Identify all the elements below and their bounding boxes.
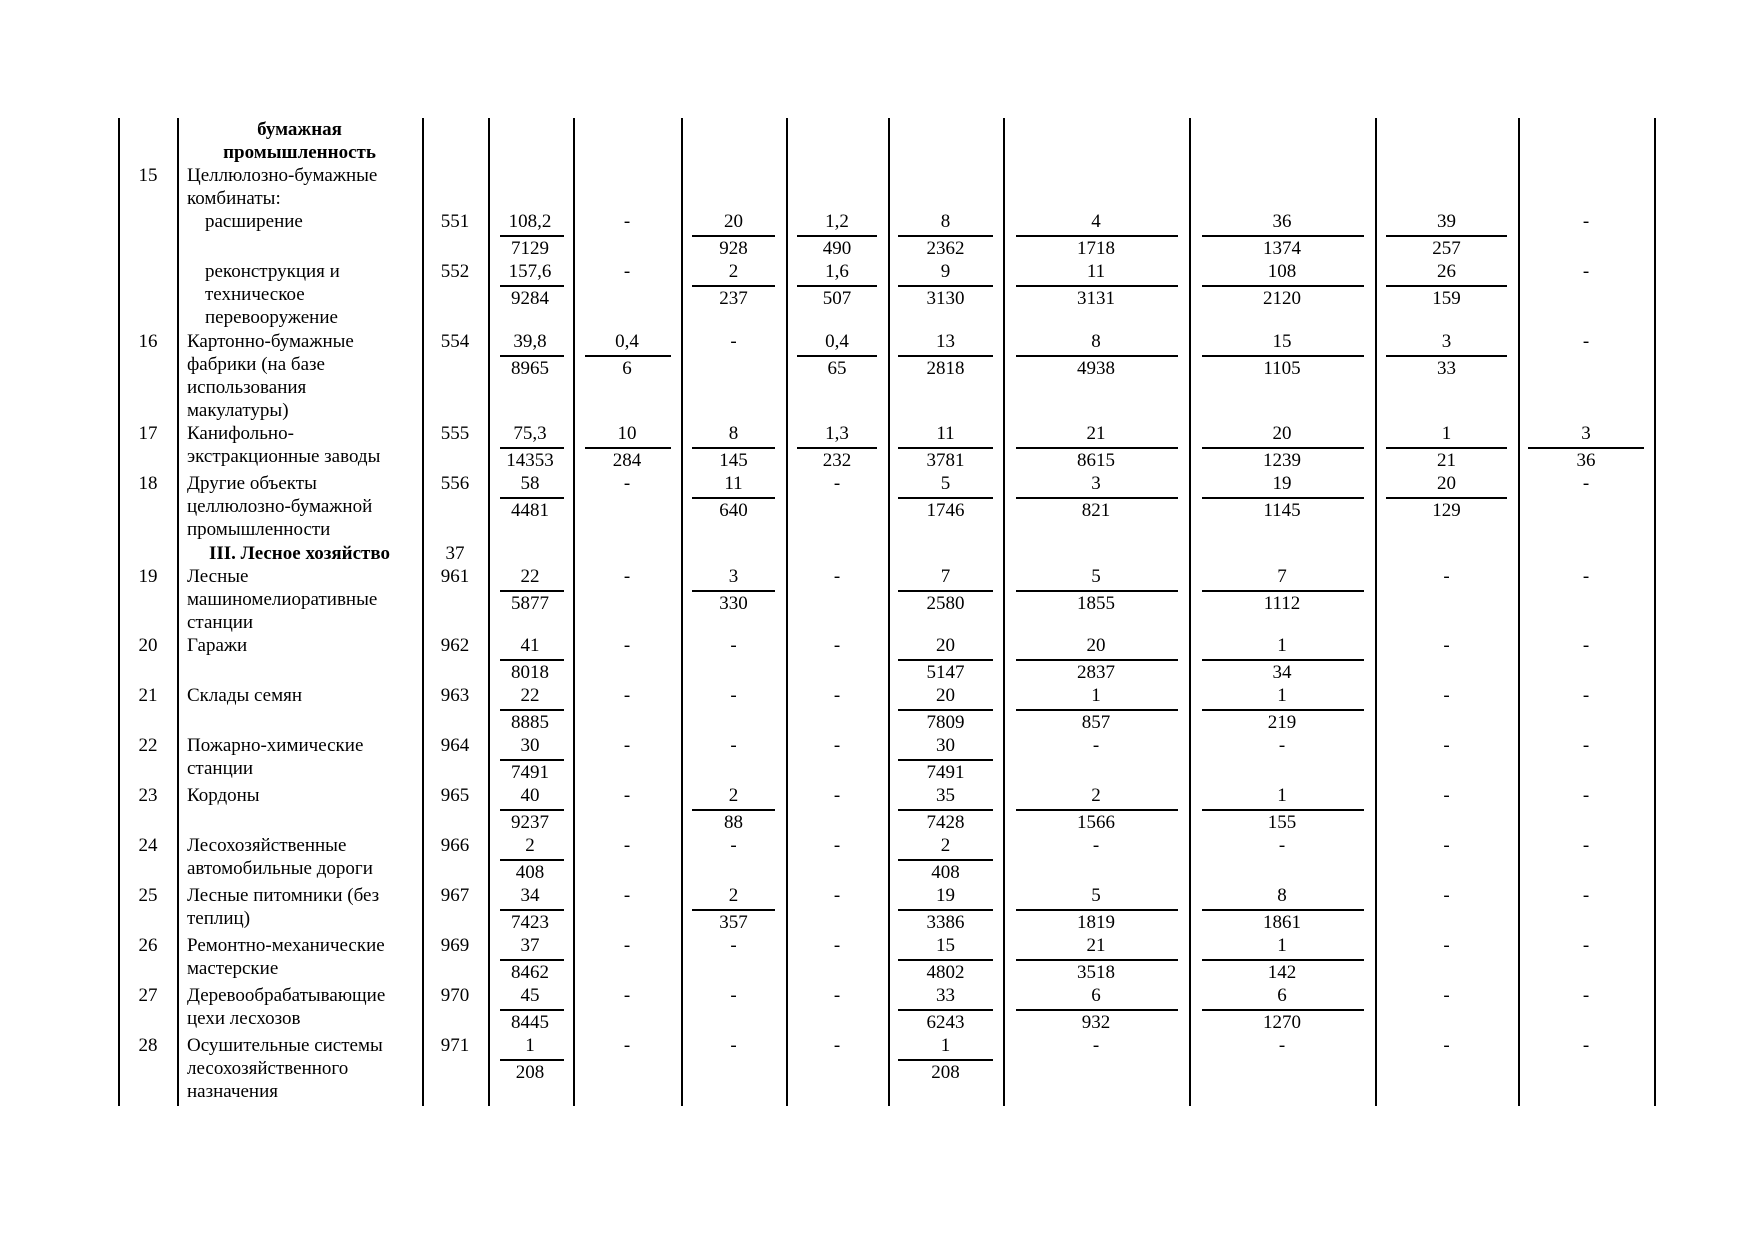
row-number: 28 [138,1035,158,1056]
cell-value-top: - [833,566,841,587]
cell-value-bottom: 145 [719,450,748,471]
cell-value-top: 5 [940,473,951,494]
cell-value-bottom: 490 [822,238,852,259]
cell-value-bottom: 2362 [926,238,965,259]
cell-value-top: - [833,685,841,706]
cell-value-bottom: 34 [1272,662,1292,683]
cell-value-top: 11 [724,473,743,494]
cell-value-bottom: 8615 [1077,450,1115,471]
row-number: 24 [138,835,158,856]
row-number: 26 [138,935,158,956]
cell-value-top: 34 [520,885,540,906]
cell-value-bottom: 507 [822,288,852,309]
cell-value-bottom: 9284 [511,288,549,309]
cell-value-top: - [1582,885,1590,906]
cell-value-top: - [1092,1035,1100,1056]
cell-value-top: 20 [1272,423,1292,444]
cell-value-top: 5 [1091,566,1101,587]
cell-value-top: 3 [1581,423,1591,444]
cell-value-bottom: 237 [719,288,748,309]
cell-value-top: - [623,635,631,656]
cell-value-bottom: 2120 [1263,288,1301,309]
cell-value-top: - [730,331,737,352]
row-code: 967 [440,885,470,906]
cell-value-bottom: 2580 [926,593,965,614]
cell-value-bottom: 14353 [506,450,554,471]
cell-value-bottom: 821 [1081,500,1111,521]
cell-value-top: - [1582,935,1590,956]
row-name-line: макулатуры) [187,400,289,421]
row-code: 961 [440,566,470,587]
row-number: 17 [138,423,158,444]
row-number: 16 [138,331,158,352]
row-name-line: Осушительные системы [187,1035,383,1056]
forest-section-heading: III. Лесное хозяйство [209,543,390,564]
section-heading-line: промышленность [223,142,376,163]
row-name-line: фабрики (на базе [187,354,325,375]
row-name-line: экстракционные заводы [187,446,381,467]
cell-value-top: 21 [1086,423,1106,444]
cell-value-top: 0,4 [615,331,639,352]
cell-value-top: - [623,835,631,856]
cell-value-bottom: 8885 [511,712,549,733]
row-name-line: реконструкция и [205,261,340,282]
cell-value-top: - [1582,1035,1590,1056]
cell-value-top: 13 [936,331,955,352]
cell-value-bottom: 129 [1432,500,1461,521]
cell-value-top: 15 [1272,331,1292,352]
cell-value-top: - [833,735,841,756]
cell-value-top: 8 [1091,331,1101,352]
cell-value-top: 19 [1272,473,1292,494]
cell-value-bottom: 21 [1437,450,1456,471]
forest-section-code: 37 [445,543,465,564]
cell-value-top: - [623,473,631,494]
cell-value-top: 20 [724,211,743,232]
cell-value-top: - [623,935,631,956]
cell-value-top: - [1582,473,1590,494]
cell-value-top: 6 [1091,985,1101,1006]
cell-value-top: - [1443,785,1450,806]
cell-value-bottom: 36 [1576,450,1596,471]
cell-value-top: 3 [728,566,739,587]
row-name-line: Деревообрабатывающие [187,985,386,1006]
cell-value-top: 5 [1091,885,1101,906]
cell-value-top: - [1443,1035,1450,1056]
cell-value-bottom: 9237 [511,812,549,833]
cell-value-top: - [730,835,737,856]
cell-value-top: 39,8 [513,331,547,352]
cell-value-bottom: 88 [724,812,743,833]
cell-value-top: 22 [520,685,540,706]
row-name-line: машиномелиоративные [187,589,378,610]
cell-value-top: - [1582,785,1590,806]
cell-value-top: 2 [525,835,535,856]
cell-value-top: 3 [1441,331,1452,352]
cell-value-top: - [730,635,737,656]
cell-value-top: - [1582,985,1590,1006]
row-code: 963 [440,685,470,706]
cell-value-top: 1,3 [825,423,849,444]
row-number: 23 [138,785,158,806]
row-name-line: Кордоны [187,785,260,806]
cell-value-top: - [1443,985,1450,1006]
cell-value-top: 33 [936,985,955,1006]
row-name-line: расширение [205,211,303,232]
row-number: 25 [138,885,158,906]
cell-value-top: 20 [936,685,955,706]
cell-value-bottom: 284 [612,450,642,471]
row-code: 556 [440,473,470,494]
cell-value-bottom: 928 [719,238,748,259]
cell-value-bottom: 7491 [511,762,549,783]
cell-value-bottom: 932 [1081,1012,1111,1033]
cell-value-top: - [833,935,841,956]
row-name-line: использования [187,377,307,398]
cell-value-top: 6 [1277,985,1287,1006]
cell-value-bottom: 7491 [926,762,965,783]
cell-value-top: 7 [1277,566,1287,587]
cell-value-top: - [833,635,841,656]
cell-value-top: - [833,473,841,494]
cell-value-top: 1 [1277,635,1287,656]
cell-value-top: - [833,835,841,856]
cell-value-bottom: 208 [515,1062,545,1083]
cell-value-bottom: 1239 [1263,450,1301,471]
cell-value-top: 108 [1267,261,1297,282]
cell-value-top: 1 [1441,423,1452,444]
cell-value-top: 1 [525,1035,535,1056]
cell-value-top: - [1278,1035,1286,1056]
cell-value-top: 157,6 [508,261,552,282]
cell-value-top: 19 [936,885,955,906]
cell-value-bottom: 3386 [926,912,965,933]
cell-value-top: 75,3 [513,423,547,444]
row-number: 15 [138,165,158,186]
row-code: 554 [440,331,470,352]
cell-value-bottom: 232 [822,450,852,471]
cell-value-top: - [833,785,841,806]
cell-value-bottom: 408 [931,862,960,883]
cell-value-bottom: 640 [719,500,748,521]
section-heading-line: бумажная [257,119,342,140]
row-code: 551 [440,211,470,232]
table-rule [118,118,120,1106]
cell-value-bottom: 2818 [926,358,965,379]
row-name-line: мастерские [187,958,279,979]
cell-value-top: 37 [520,935,540,956]
cell-value-top: - [730,935,737,956]
cell-value-top: 1,2 [825,211,849,232]
row-name-line: станции [187,612,254,633]
cell-value-top: 20 [1437,473,1456,494]
cell-value-bottom: 33 [1437,358,1456,379]
cell-value-bottom: 4938 [1077,358,1115,379]
cell-value-top: - [833,1035,841,1056]
cell-value-top: - [1443,885,1450,906]
cell-value-bottom: 3781 [926,450,965,471]
cell-value-top: - [623,211,631,232]
cell-value-top: 2 [940,835,951,856]
cell-value-bottom: 3518 [1077,962,1115,983]
cell-value-top: 2 [728,261,739,282]
cell-value-top: - [1582,331,1590,352]
table-rule [177,118,179,1106]
cell-value-top: - [1443,835,1450,856]
cell-value-bottom: 857 [1081,712,1111,733]
cell-value-bottom: 1746 [926,500,965,521]
cell-value-top: 1,6 [825,261,849,282]
row-number: 22 [138,735,158,756]
cell-value-top: 22 [520,566,540,587]
row-name-line: теплиц) [187,908,251,929]
cell-value-top: - [1582,835,1590,856]
cell-value-top: - [730,1035,737,1056]
cell-value-bottom: 3131 [1077,288,1115,309]
cell-value-bottom: 1819 [1077,912,1115,933]
cell-value-bottom: 3130 [926,288,965,309]
cell-value-bottom: 4481 [511,500,549,521]
cell-value-bottom: 1566 [1077,812,1115,833]
cell-value-top: 45 [520,985,540,1006]
cell-value-top: 21 [1086,935,1106,956]
cell-value-top: 108,2 [508,211,552,232]
cell-value-bottom: 257 [1432,238,1461,259]
cell-value-top: 35 [936,785,955,806]
cell-value-top: 40 [520,785,540,806]
cell-value-top: - [1092,835,1100,856]
cell-value-bottom: 357 [719,912,748,933]
cell-value-top: 3 [1091,473,1101,494]
cell-value-top: 15 [936,935,955,956]
cell-value-top: - [623,885,631,906]
cell-value-bottom: 7423 [511,912,549,933]
cell-value-top: 1 [1277,785,1287,806]
cell-value-top: - [623,785,631,806]
cell-value-top: - [1582,685,1590,706]
cell-value-bottom: 1718 [1077,238,1115,259]
cell-value-bottom: 7428 [926,812,965,833]
cell-value-top: - [1443,635,1450,656]
row-code: 971 [440,1035,470,1056]
cell-value-bottom: 7809 [926,712,965,733]
row-code: 965 [440,785,470,806]
cell-value-bottom: 1112 [1263,593,1301,614]
cell-value-bottom: 408 [515,862,545,883]
cell-value-top: 8 [940,211,951,232]
cell-value-top: 11 [936,423,955,444]
cell-value-top: - [1092,735,1100,756]
cell-value-top: 9 [940,261,951,282]
cell-value-top: - [1278,835,1286,856]
cell-value-top: 41 [520,635,540,656]
cell-value-bottom: 219 [1267,712,1297,733]
cell-value-top: - [623,261,631,282]
row-name-line: автомобильные дороги [187,858,373,879]
cell-value-bottom: 330 [719,593,748,614]
row-number: 27 [138,985,158,1006]
cell-value-bottom: 8018 [511,662,549,683]
cell-value-top: 30 [936,735,955,756]
row-name-line: Ремонтно-механические [187,935,385,956]
row-name-line: Лесные питомники (без [187,885,380,906]
row-name-line: Склады семян [187,685,303,706]
cell-value-top: 39 [1437,211,1456,232]
cell-value-top: - [1582,566,1590,587]
cell-value-top: 7 [940,566,951,587]
cell-value-top: 10 [617,423,637,444]
row-name-line: лесохозяйственного [187,1058,349,1079]
cell-value-bottom: 1270 [1263,1012,1301,1033]
row-name-line: перевооружение [205,307,338,328]
row-code: 969 [440,935,470,956]
cell-value-top: - [1582,261,1590,282]
cell-value-top: - [730,735,737,756]
cell-value-top: 1 [1277,935,1287,956]
cell-value-bottom: 8965 [511,358,549,379]
cell-value-bottom: 1145 [1263,500,1301,521]
row-code: 964 [440,735,470,756]
row-code: 970 [440,985,470,1006]
cell-value-top: 2 [728,885,739,906]
cell-value-top: - [1443,735,1450,756]
row-name-line: назначения [187,1081,279,1102]
cell-value-top: - [1582,635,1590,656]
table-rule [1654,118,1656,1106]
cell-value-top: 8 [728,423,739,444]
cell-value-bottom: 1105 [1263,358,1301,379]
cell-value-top: - [623,1035,631,1056]
cell-value-top: 1 [1091,685,1101,706]
cell-value-bottom: 5877 [511,593,549,614]
row-name-line: комбинаты: [187,188,281,209]
cell-value-bottom: 8445 [511,1012,549,1033]
cell-value-bottom: 2837 [1077,662,1115,683]
cell-value-bottom: 1374 [1263,238,1301,259]
cell-value-top: 26 [1437,261,1456,282]
cell-value-top: - [623,985,631,1006]
cell-value-top: - [730,985,737,1006]
cell-value-top: - [623,735,631,756]
cell-value-bottom: 1861 [1263,912,1301,933]
row-code: 552 [440,261,470,282]
row-name-line: промышленности [187,519,331,540]
cell-value-top: - [833,985,841,1006]
row-name-line: Другие объекты [187,473,317,494]
row-name-line: Целлюлозно-бумажные [187,165,378,186]
row-number: 18 [138,473,158,494]
cell-value-top: - [1582,211,1590,232]
cell-value-top: - [833,885,841,906]
cell-value-bottom: 142 [1267,962,1297,983]
cell-value-bottom: 6 [622,358,632,379]
cell-value-top: - [1443,935,1450,956]
row-name-line: цехи лесхозов [187,1008,301,1029]
cell-value-top: - [623,566,631,587]
cell-value-top: 36 [1272,211,1292,232]
cell-value-top: 20 [936,635,955,656]
cell-value-top: - [730,685,737,706]
row-code: 962 [440,635,470,656]
cell-value-top: 4 [1091,211,1101,232]
cell-value-top: - [1278,735,1286,756]
row-name-line: Гаражи [187,635,248,656]
cell-value-top: 0,4 [825,331,849,352]
cell-value-top: 20 [1086,635,1106,656]
cell-value-top: 8 [1277,885,1287,906]
cell-value-bottom: 6243 [926,1012,965,1033]
row-name-line: техническое [205,284,305,305]
row-name-line: станции [187,758,254,779]
cell-value-top: 1 [940,1035,951,1056]
cell-value-top: - [1582,735,1590,756]
row-name-line: Пожарно-химические [187,735,364,756]
row-name-line: Картонно-бумажные [187,331,354,352]
row-name-line: целлюлозно-бумажной [187,496,373,517]
cell-value-top: - [1443,566,1450,587]
cell-value-bottom: 4802 [926,962,965,983]
row-code: 966 [440,835,470,856]
cell-value-top: - [623,685,631,706]
cell-value-bottom: 7129 [511,238,549,259]
cell-value-top: - [1443,685,1450,706]
cell-value-top: 58 [520,473,540,494]
cell-value-bottom: 8462 [511,962,549,983]
cell-value-top: 11 [1086,261,1106,282]
cell-value-top: 1 [1277,685,1287,706]
cell-value-bottom: 159 [1432,288,1461,309]
row-name-line: Лесные [187,566,249,587]
cell-value-top: 2 [728,785,739,806]
cell-value-bottom: 208 [931,1062,960,1083]
cell-value-bottom: 1855 [1077,593,1115,614]
row-number: 19 [138,566,158,587]
cell-value-bottom: 5147 [926,662,965,683]
row-number: 20 [138,635,158,656]
row-code: 555 [440,423,470,444]
row-name-line: Канифольно- [187,423,294,444]
cell-value-bottom: 65 [827,358,847,379]
cell-value-top: 2 [1091,785,1101,806]
cell-value-bottom: 155 [1267,812,1297,833]
cell-value-top: 30 [520,735,540,756]
row-number: 21 [138,685,158,706]
row-name-line: Лесохозяйственные [187,835,347,856]
